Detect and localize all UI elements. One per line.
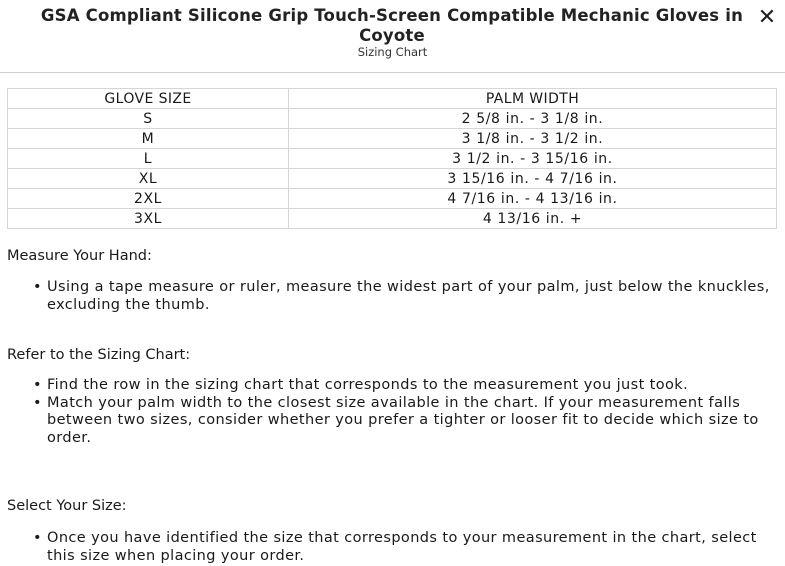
glove-size-cell: XL [8, 169, 289, 189]
instruction-list [7, 530, 779, 565]
section-heading: Measure Your Hand: [7, 248, 152, 264]
table-header-row [8, 89, 777, 109]
dialog-header [0, 0, 785, 73]
column-header-palm-width: PALM WIDTH [289, 89, 777, 109]
list-item: • Once you have identified the size that corresponds to your measurement in the chart, select this size when placing your order. [47, 530, 779, 565]
list-item: • Using a tape measure or ruler, measure the widest part of your palm, just below the knuckles, excluding the thumb. [47, 279, 779, 314]
section-heading: Select Your Size: [7, 498, 127, 514]
refer-chart-section [7, 346, 779, 447]
palm-width-cell: 2 5/8 in. - 3 1/8 in. [289, 109, 777, 129]
table-row [8, 109, 777, 129]
glove-size-cell: 3XL [8, 209, 289, 229]
palm-width-cell: 3 1/8 in. - 3 1/2 in. [289, 129, 777, 149]
sizing-table [7, 88, 777, 229]
dialog-subtitle: Sizing Chart [357, 45, 428, 59]
glove-size-cell: S [8, 109, 289, 129]
palm-width-cell: 4 7/16 in. - 4 13/16 in. [289, 189, 777, 209]
palm-width-cell: 3 15/16 in. - 4 7/16 in. [289, 169, 777, 189]
measure-hand-section [7, 247, 779, 314]
table-row [8, 129, 777, 149]
palm-width-cell: 3 1/2 in. - 3 15/16 in. [289, 149, 777, 169]
table-row [8, 209, 777, 229]
instruction-list [7, 279, 779, 314]
dialog-title: GSA Compliant Silicone Grip Touch-Screen Compatible Mechanic Gloves in Coyote [40, 6, 744, 45]
table-row [8, 169, 777, 189]
column-header-glove-size: GLOVE SIZE [8, 89, 289, 109]
instruction-list [7, 377, 779, 447]
table-row [8, 149, 777, 169]
section-heading: Refer to the Sizing Chart: [7, 347, 191, 363]
glove-size-cell: 2XL [8, 189, 289, 209]
list-item: • Find the row in the sizing chart that corresponds to the measurement you just took. [47, 377, 779, 395]
list-item: • Match your palm width to the closest size available in the chart. If your measurement falls between two sizes, consider whether you prefer a tighter or looser fit to decide which size to order. [47, 395, 779, 448]
select-size-section [7, 497, 779, 565]
close-icon[interactable]: ✕ [757, 5, 777, 30]
table-row [8, 189, 777, 209]
palm-width-cell: 4 13/16 in. + [289, 209, 777, 229]
glove-size-cell: M [8, 129, 289, 149]
glove-size-cell: L [8, 149, 289, 169]
